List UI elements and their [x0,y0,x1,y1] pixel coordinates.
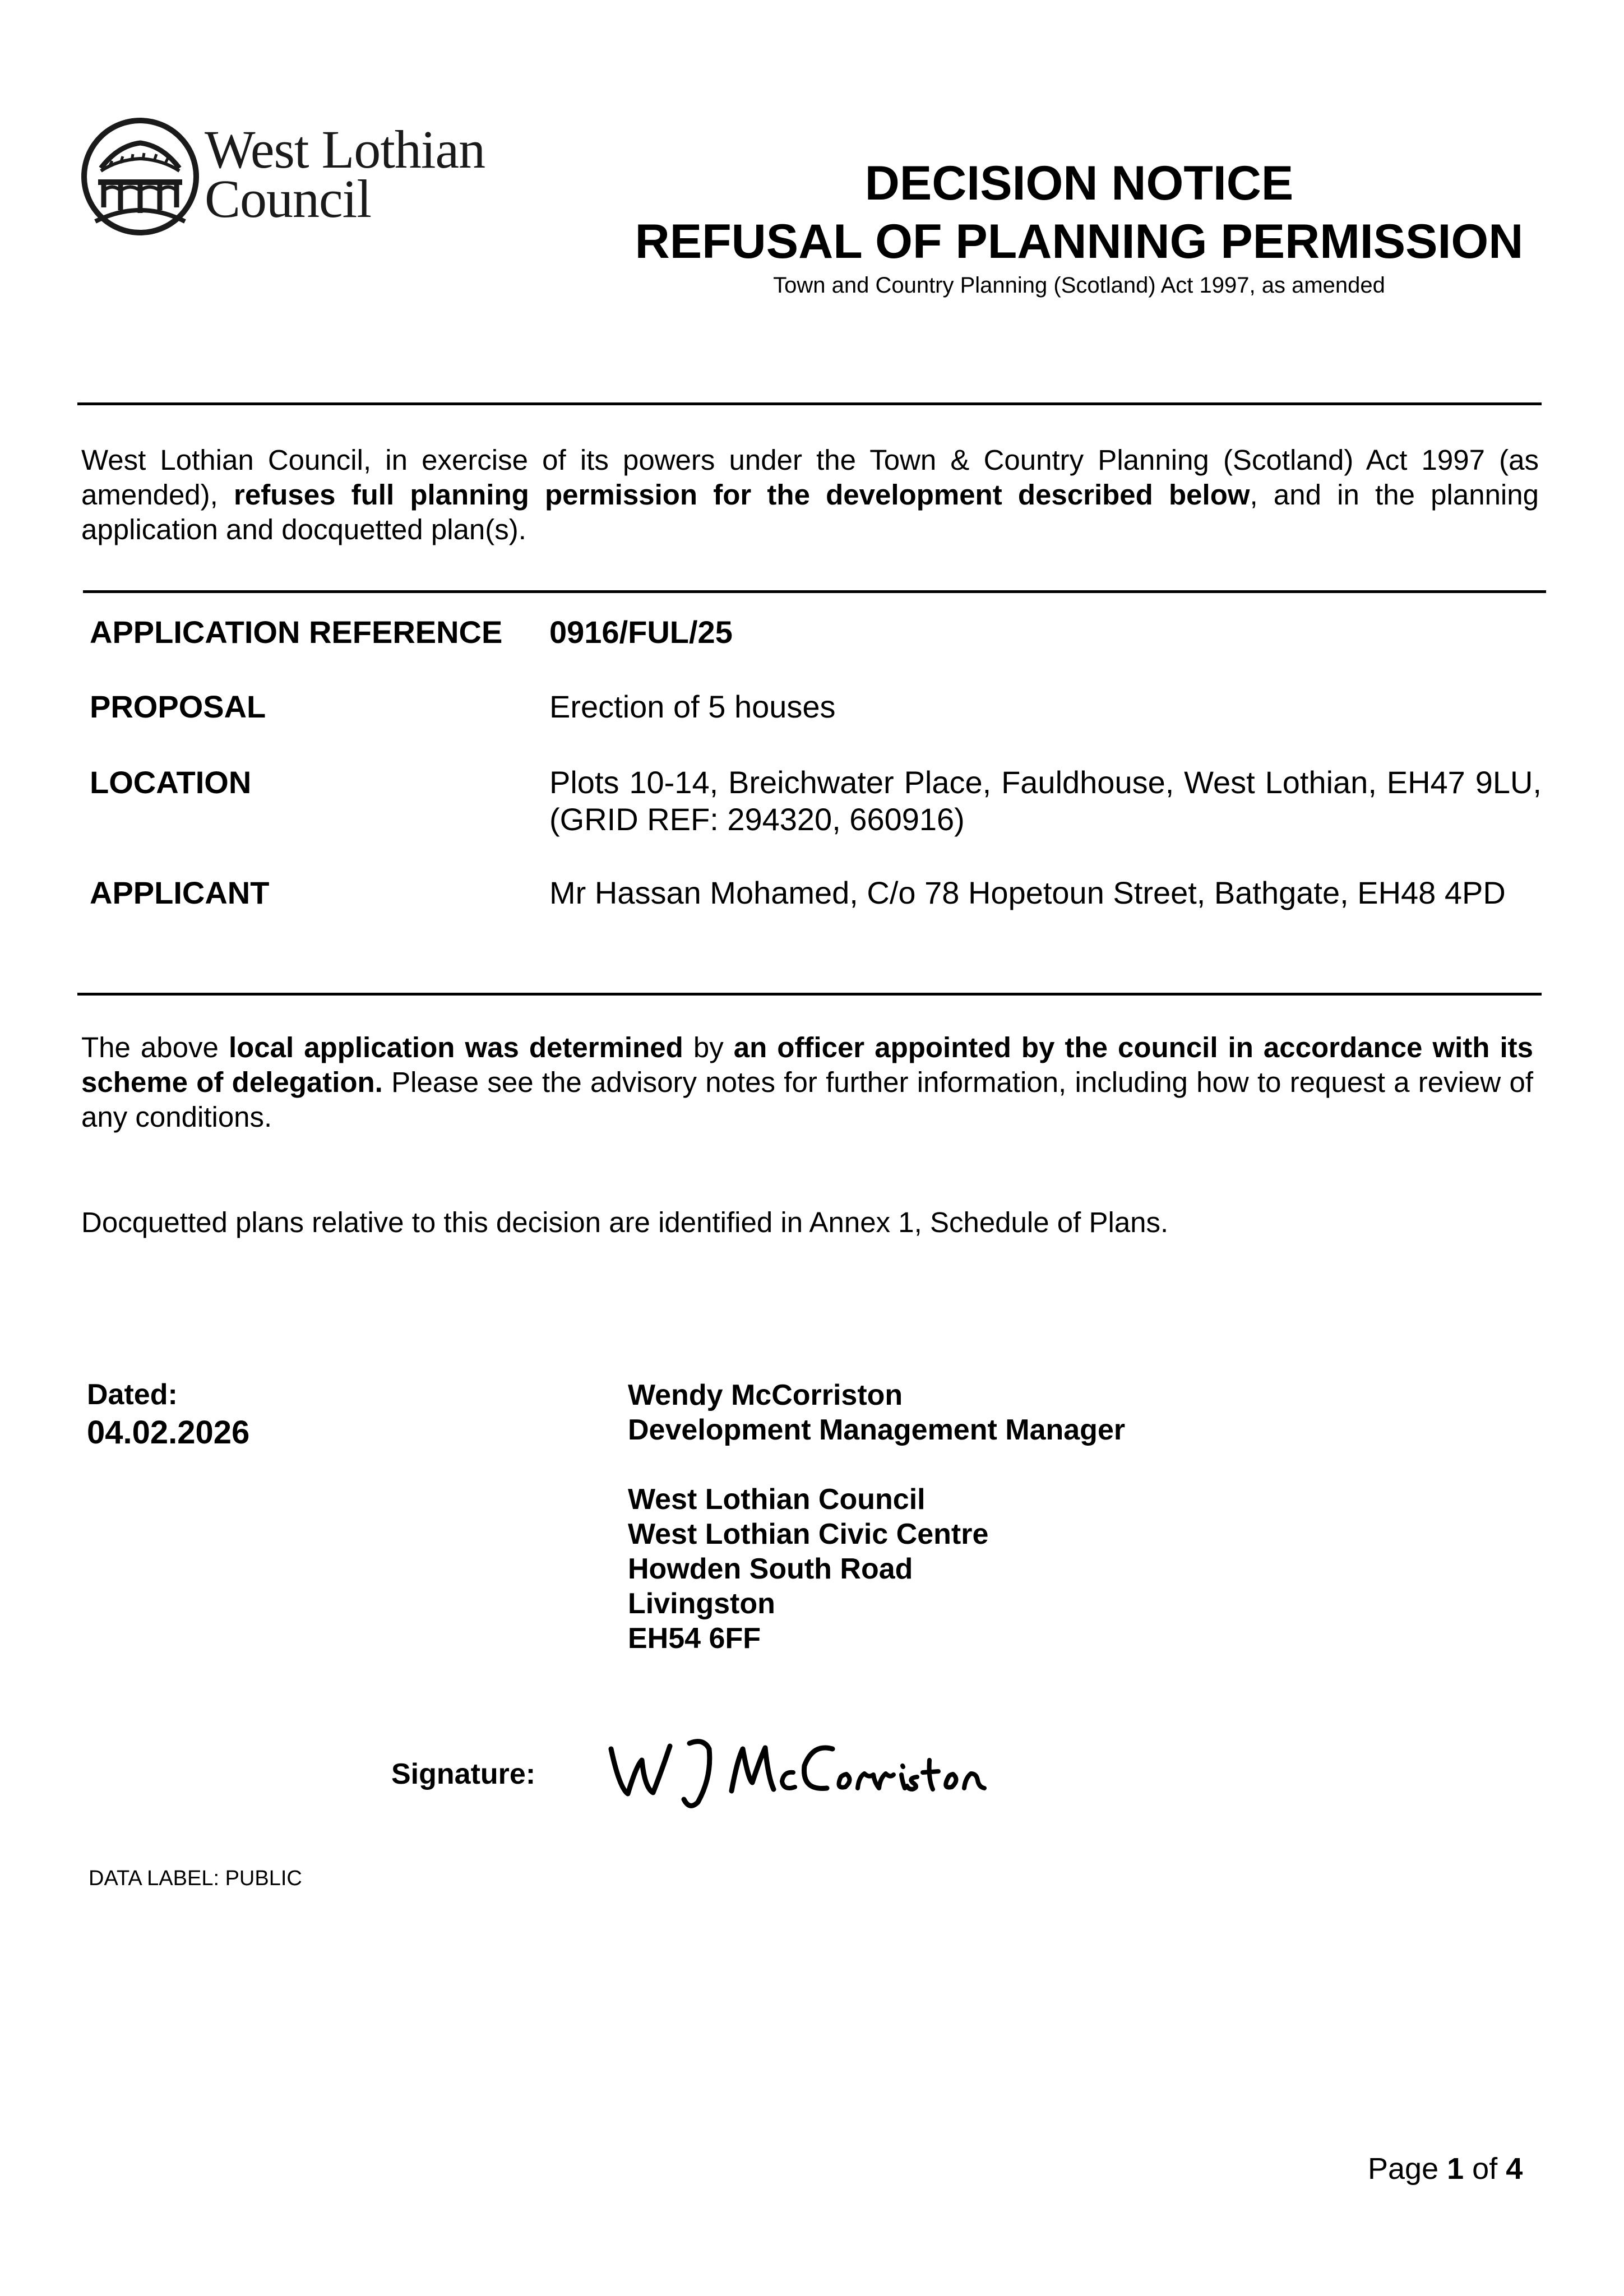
notice-subtitle: REFUSAL OF PLANNING PERMISSION [635,215,1524,269]
dated-label: Dated: [87,1378,178,1411]
data-label: DATA LABEL: PUBLIC [89,1867,302,1890]
notice-heading [589,154,1570,300]
intro-paragraph: West Lothian Council, in exercise of its powers under the Town & Country Planning (Scotland) Act 1997 (as amended), refuses full planning permission for the development described below, and in the planning application and docquetted plan(s). [81,444,1539,545]
viaduct-emblem-icon [78,115,202,238]
docquetted-plans-note: Docquetted plans relative to this decision are identified in Annex 1, Schedule of Plans. [81,1206,1169,1238]
divider [83,590,1546,593]
statute-reference: Town and Country Planning (Scotland) Act 1997, as amended [773,273,1385,298]
divider [77,402,1542,405]
applicant-label: APPLICANT [90,875,270,910]
dated-value: 04.02.2026 [87,1414,250,1451]
officer-role: Development Management Manager [628,1414,1126,1446]
location-label: LOCATION [90,765,252,800]
proposal-label: PROPOSAL [90,689,266,724]
reference-value: 0916/FUL/25 [549,614,733,650]
handwritten-signature [605,1726,1031,1811]
officer-name: Wendy McCorriston [628,1379,903,1411]
council-logo-wordmark: West Lothian Council [205,119,485,229]
divider [77,993,1542,996]
reference-label: APPLICATION REFERENCE [90,614,503,650]
applicant-value: Mr Hassan Mohamed, C/o 78 Hopetoun Street, Bathgate, EH48 4PD [549,875,1506,910]
notice-title: DECISION NOTICE [864,156,1294,210]
location-value: Plots 10-14, Breichwater Place, Fauldhouse, West Lothian, EH47 9LU, (GRID REF: 294320, 660916) [549,765,1542,837]
address-line: West Lothian Civic Centre [628,1518,989,1550]
determination-paragraph: The above local application was determined by an officer appointed by the council in accordance with its scheme of delegation. Please see the advisory notes for further information, including how to request a review of any conditions. [81,1031,1534,1133]
address-line: EH54 6FF [628,1622,761,1655]
address-line: Livingston [628,1587,775,1620]
address-line: West Lothian Council [628,1483,926,1516]
officer-block [628,1378,1125,1656]
page-indicator: Page 1 of 4 [1368,2152,1523,2186]
council-logo [78,115,527,244]
signature-label: Signature: [391,1758,536,1790]
address-line: Howden South Road [628,1553,913,1585]
proposal-value: Erection of 5 houses [549,689,836,724]
